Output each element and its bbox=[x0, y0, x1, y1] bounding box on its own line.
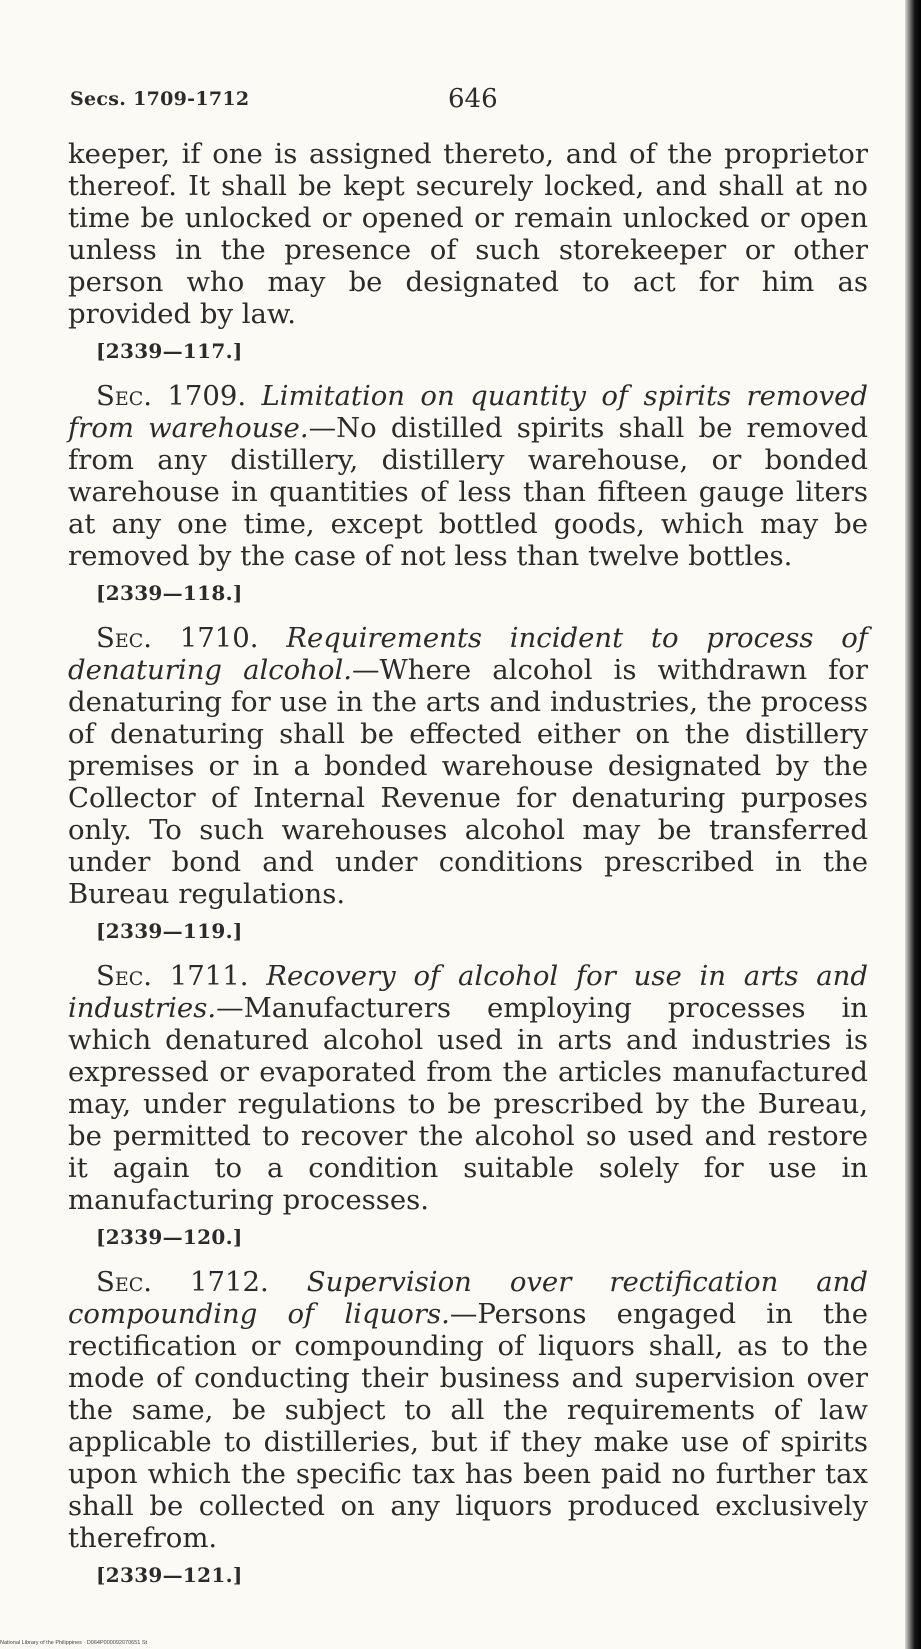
section-text: —Persons engaged in the rectification or compounding of liquors shall, as to the mode of conducting their business and supervision over the same, be subject to all the requirements of law applicable to distilleries, but if they make use of spirits upon which the specific tax has been paid no further tax shall be collected on any liquors produced exclusively therefrom. bbox=[68, 1298, 868, 1554]
section-text: —No distilled spirits shall be removed from any distillery, distillery warehouse, or bonded warehouse in quantities of less than fifteen gauge liters at any one time, except bottled goods, which may be removed by the case of not less than twelve bottles. bbox=[68, 412, 868, 572]
citation: [2339—118.] bbox=[96, 581, 243, 605]
section-text: —Manufacturers employing processes in which denatured alcohol used in arts and industries is expressed or evaporated from the articles manufactured may, under regulations to be prescribed by the Bureau, be permitted to recover the alcohol so used and restore it again to a condition suitable solely for use in manufacturing processes. bbox=[68, 992, 868, 1216]
running-head bbox=[70, 84, 870, 118]
section-1710 bbox=[68, 622, 868, 910]
section-label: Sec. 1712. bbox=[96, 1266, 269, 1298]
section-label: Sec. 1709. bbox=[96, 380, 247, 412]
section-title: Recovery of alcohol for use in arts and industries. bbox=[68, 960, 868, 1024]
page-number: 646 bbox=[448, 84, 498, 114]
section-label: Sec. 1711. bbox=[96, 960, 249, 992]
citation: [2339—120.] bbox=[96, 1225, 243, 1249]
section-title: Limitation on quantity of spirits removed from warehouse. bbox=[68, 380, 868, 444]
section-title: Supervision over rectification and compounding of liquors. bbox=[68, 1266, 868, 1330]
section-title: Requirements incident to process of denaturing alcohol. bbox=[68, 622, 868, 686]
scan-edge bbox=[905, 0, 921, 1649]
section-1709 bbox=[68, 380, 868, 572]
citation: [2339—119.] bbox=[96, 919, 243, 943]
section-text: —Where alcohol is withdrawn for denaturing for use in the arts and industries, the process of denaturing shall be effected either on the distillery premises or in a bonded warehouse designated by the Collector of Internal Revenue for denaturing purposes only. To such warehouses alcohol may be transferred under bond and under conditions prescribed in the Bureau regulations. bbox=[68, 654, 868, 910]
citation: [2339—117.] bbox=[96, 339, 243, 363]
page-body bbox=[68, 138, 868, 1604]
section-1712 bbox=[68, 1266, 868, 1554]
continuation-paragraph: keeper, if one is assigned thereto, and of the proprietor thereof. It shall be kept securely locked, and shall at no time be unlocked or opened or remain unlocked or open unless in the presence of such storekeeper or other person who may be designated to act for him as provided by law. bbox=[68, 138, 868, 330]
scan-footer: National Library of the Philippines · D064P000092070651 St bbox=[0, 1640, 148, 1646]
section-label: Sec. 1710. bbox=[96, 622, 259, 654]
section-range-header: Secs. 1709-1712 bbox=[70, 88, 250, 110]
final-citation: [2339—121.] bbox=[96, 1563, 243, 1587]
section-1711 bbox=[68, 960, 868, 1216]
